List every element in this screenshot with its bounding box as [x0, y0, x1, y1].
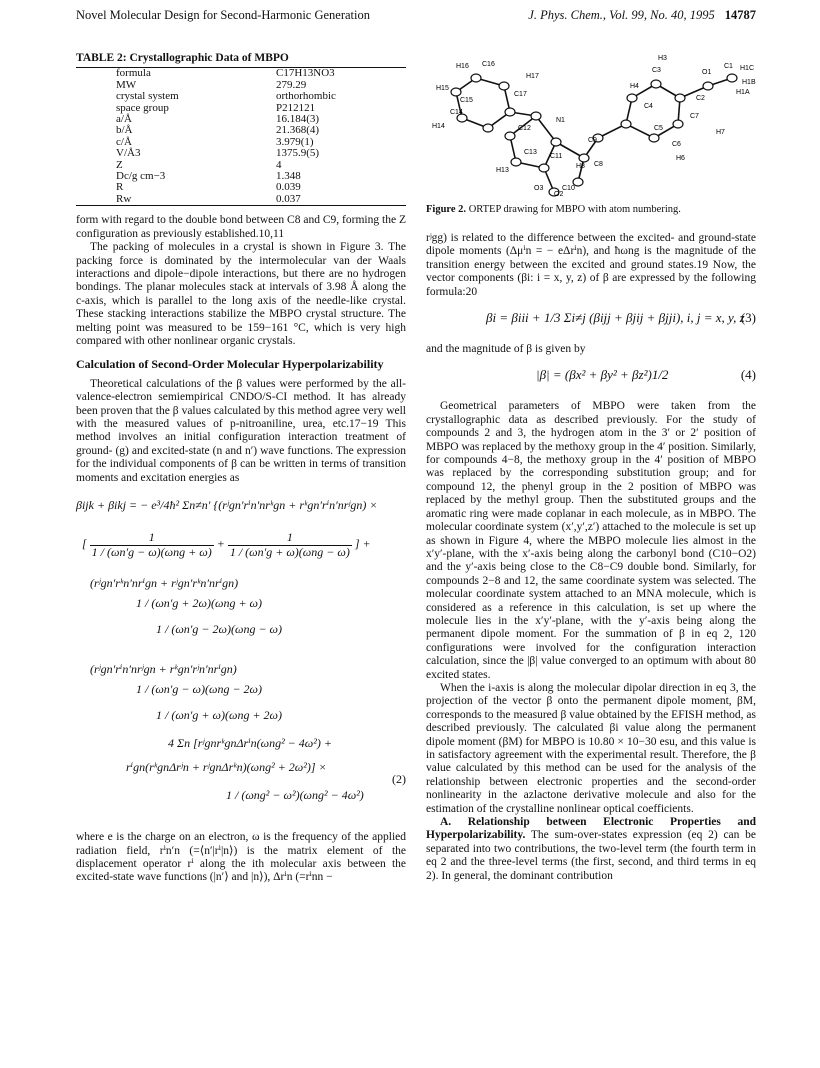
running-header	[76, 8, 756, 30]
table-value: orthorhombic	[276, 90, 336, 103]
eq2-line: rⁱgn(rᵏgnΔrʲn + rʲgnΔrᵏn)(ωng² + 2ω²)] ×	[126, 760, 327, 775]
table-value: 1.348	[276, 170, 301, 183]
paragraph: rʲgg) is related to the difference between the excited- and ground-state dipole moments (Δμⁱn = − eΔrⁱn), and ħωng is the magnitude of the transition energy between the excited and ground states.19 Now, the vector components (βi: i = x, y, z) of β are expressed by the following formula:20	[426, 232, 756, 298]
atom-label: H3	[658, 55, 667, 62]
table-key: Z	[116, 158, 123, 171]
paragraph: Theoretical calculations of the β values were performed by the all-valence-electron semiempirical CNDO/S-CI method. It has already been proven that the β values calculated by this method agree very well with the measured values of p-nitroaniline, urea, etc.17−19 This method involves an initial configuration interaction treatment of ground- (g) and excited-state (n and n′) wave functions. The expression for the individual components of β can be written in terms of transition moments and excitation energies as	[76, 377, 406, 484]
atom-label: O1	[702, 69, 712, 76]
ortep-figure	[426, 50, 756, 250]
eq2-denominator: 1 / (ωn′g − ω)(ωng + ω)	[91, 544, 212, 559]
atom-label: H6	[676, 155, 685, 162]
eq2-line: 1 / (ωn′g + ω)(ωng + 2ω)	[156, 708, 283, 723]
eq2-line: βijk + βikj = − e³/4ħ² Σn≠n′ {(rʲgn′rⁱn′nrᵏgn + rᵏgn′rⁱn′nrʲgn) ×	[76, 498, 378, 513]
journal-citation: J. Phys. Chem., Vol. 99, No. 40, 1995	[528, 8, 715, 22]
table-value: 16.184(3)	[276, 113, 320, 126]
crystallographic-table	[76, 67, 406, 206]
atom-label: C7	[690, 113, 699, 120]
section-heading: Calculation of Second-Order Molecular Hyperpolarizability	[76, 357, 384, 372]
eq4-body: |β| = (βx² + βy² + βz²)1/2	[536, 367, 669, 383]
atom-label: C8	[594, 161, 603, 168]
table-key: b/Å	[116, 124, 133, 137]
atom-label: H1A	[736, 89, 750, 96]
atom-label: H15	[436, 85, 449, 92]
figure-caption	[426, 204, 756, 215]
table-value: 3.979(1)	[276, 135, 314, 148]
table-key: space group	[116, 101, 169, 114]
table-row	[76, 171, 406, 182]
atom-label: N1	[556, 117, 565, 124]
table-row	[76, 194, 406, 206]
table-key: c/Å	[116, 135, 132, 148]
table-key: Rw	[116, 192, 132, 205]
table-key: Dc/g cm−3	[116, 170, 166, 183]
table-value: 4	[276, 158, 282, 171]
atom-label: C11	[550, 153, 563, 160]
atom-label: C5	[654, 125, 663, 132]
paragraph: The packing of molecules in a crystal is shown in Figure 3. The packing force is dominated by the intermolecular van der Waals interactions and dipole−dipole interactions, but there are no hydrogen bondings. The planar molecules stack at intervals of 3.98 Å along the c-axis, which is parallel to the long axis of the needle-like crystal. These stacking interactions stabilize the MBPO crystal structure. The melting point was measured to be 159−161 °C, which is very high compared with other nonlinear organic crystals.	[76, 241, 406, 347]
eq2-denominator: 1 / (ωn′g + ω)(ωng − ω)	[229, 544, 350, 559]
page-number: 14787	[724, 8, 756, 22]
atom-label: C14	[450, 109, 463, 116]
atom-label: C3	[652, 67, 661, 74]
paragraph: When the i-axis is along the molecular dipolar direction in eq 3, the projection of the vector β onto the permanent dipole moment, βM, corresponds to the measured β value obtained by the EFISH method, as described previously. The calculated βi value along the permanent dipole moment (βM) for MBPO is 10.80 × 10−30 esu, and this value is in satisfactory agreement with the experimental result. Therefore, the β value calculated by this method can be used for the analysis of the relationship between electronic properties and the second-order nonlinearity in the azlactone derivative molecule and also for the estimation of the crystalline nonlinear optical coefficients.	[426, 681, 756, 815]
caption-text: ORTEP drawing for MBPO with atom numbering.	[468, 204, 681, 215]
atom-label: C10	[562, 185, 575, 192]
table-key: crystal system	[116, 90, 179, 103]
table-value: 0.037	[276, 192, 301, 205]
atom-label: C9	[588, 137, 597, 144]
left-column	[76, 52, 406, 885]
atom-label: C13	[524, 149, 537, 156]
table-key: R	[116, 181, 124, 194]
table-value: 279.29	[276, 78, 307, 91]
right-column	[426, 232, 756, 883]
atom-label: C6	[672, 141, 681, 148]
atom-label: H13	[496, 167, 509, 174]
table-row	[76, 148, 406, 159]
table-row	[76, 91, 406, 102]
header-title: Novel Molecular Design for Second-Harmonic Generation	[76, 8, 371, 22]
paragraph: and the magnitude of β is given by	[426, 343, 586, 356]
paragraph: Geometrical parameters of MBPO were taken from the crystallographic data as described previously. For the study of compounds 2 and 3, the hydrogen atom in the 3′ or 2′ position of MBPO was replaced by the methoxy group in the 4′ position. Similarly, for compounds 4−8, the methoxy group in the 4′ position of MBPO was replaced by the corresponding substitution group; and for compound 12, the phenyl group in the 2 position of MBPO was replaced by the methyl group. Then the substituted groups and the aromatic ring were made coplanar in each molecule, as in MBPO. The molecular coordinate system (x′,y′,z′) attached to the molecule is set up as shown in Figure 4, where the MBPO molecule lies almost in the x′y′-plane, with the x′-axis being along the carbonyl bond (C10−O2) and the y′-axis being close to the C8−C9 double bond. Similarly, for compounds 2−8 and 12, the same coordinate system was selected. The molecular coordinate system attached to an MNA molecule, which is considered as a reference in this calculation, is set up where the molecule lies in the x′y′-plane, with the y′-axis being along the permanent dipole moment. For the summation of β in eq 2, 120 configurations were involved for the configuration interaction calculation, since the |β| value converged to an optimum with about 80 excited states.	[426, 400, 756, 681]
table-title: TABLE 2: Crystallographic Data of MBPO	[76, 52, 289, 64]
paragraph	[426, 816, 756, 883]
table-value: P212121	[276, 101, 316, 114]
caption-label: Figure 2.	[426, 204, 467, 215]
atom-label: H7	[716, 129, 725, 136]
atom-label: H16	[456, 63, 469, 70]
atom-label: C4	[644, 103, 653, 110]
header-journal	[528, 8, 756, 23]
eq2-line: 4 Σn [rʲgnrᵏgnΔrⁱn(ωng² − 4ω²) +	[168, 736, 332, 751]
atom-label: O3	[534, 185, 544, 192]
eq2-number: (2)	[392, 772, 406, 787]
table-value: 1375.9(5)	[276, 147, 320, 160]
atom-label: H4	[630, 83, 639, 90]
atom-label: C2	[696, 95, 705, 102]
eq4-number: (4)	[740, 367, 756, 383]
table-value: 0.039	[276, 181, 301, 194]
table-key: a/Å	[116, 113, 132, 126]
atom-label: O2	[554, 191, 564, 198]
equation-3	[426, 307, 756, 335]
table-value: C17H13NO3	[276, 67, 335, 80]
run-in-heading: A. Relationship between Electronic Properties and Hyperpolarizability.	[426, 816, 756, 842]
eq2-line: (rʲgn′rⁱn′nrʲgn + rᵏgn′rʲn′nrⁱgn)	[90, 662, 237, 677]
atom-label: C12	[518, 125, 531, 132]
equation-4	[426, 364, 756, 392]
equation-2	[76, 491, 406, 823]
table-value: 21.368(4)	[276, 124, 320, 137]
eq2-line: 1 / (ωng² − ω²)(ωng² − 4ω²)	[226, 788, 364, 803]
eq3-number: (3)	[740, 310, 756, 326]
atom-label: H17	[526, 73, 539, 80]
ortep-drawing	[426, 50, 756, 200]
atom-label: H8	[576, 163, 585, 170]
paragraph: form with regard to the double bond between C8 and C9, forming the Z configuration as previously established.10,11	[76, 214, 406, 240]
eq2-line: 1 / (ωn′g − 2ω)(ωng − ω)	[156, 622, 283, 637]
table-key: V/Å3	[116, 147, 141, 160]
eq2-line: 1 / (ωn′g − ω)(ωng − 2ω)	[136, 682, 263, 697]
eq2-line: 1 / (ωn′g + 2ω)(ωng + ω)	[136, 596, 263, 611]
atom-label: C17	[514, 91, 527, 98]
eq3-body: βi = βiii + 1/3 Σi≠j (βijj + βjij + βjji), i, j = x, y, z	[486, 310, 745, 326]
paragraph-text: The sum-over-states expression (eq 2) can be separated into two contributions, the two-level term (the fourth term in eq 2 and the three-level terms (the first, second, and third terms in eq 2). In general, the dominant contribution	[426, 829, 756, 882]
eq2-line: [ $\frac{1}{\text{1 / (ωn′g − ω)(ωng + ω)}}$ + $\frac{1}{\text{1 / (ωn′g + ω)(ωng − ω)}}$ ] +	[82, 530, 371, 559]
table-key: MW	[116, 78, 137, 91]
atom-label: H1B	[742, 79, 756, 86]
atom-label: H14	[432, 123, 445, 130]
atom-label: C1	[724, 63, 733, 70]
atom-label: C16	[482, 61, 495, 68]
atom-label: C15	[460, 97, 473, 104]
atom-label: H1C	[740, 65, 755, 72]
eq2-line: (rʲgn′rᵏn′nrⁱgn + rʲgn′rᵏn′nrⁱgn)	[90, 576, 239, 591]
table-key: formula	[116, 67, 151, 80]
paragraph: where e is the charge on an electron, ω is the frequency of the applied radiation field, rⁱn′n (=⟨n′|rⁱ|n⟩) is the matrix element of the displacement operator rⁱ along the ith molecular axis between the excited-state wave functions (|n′⟩ and |n⟩), Δrⁱn (=rⁱnn −	[76, 831, 406, 884]
